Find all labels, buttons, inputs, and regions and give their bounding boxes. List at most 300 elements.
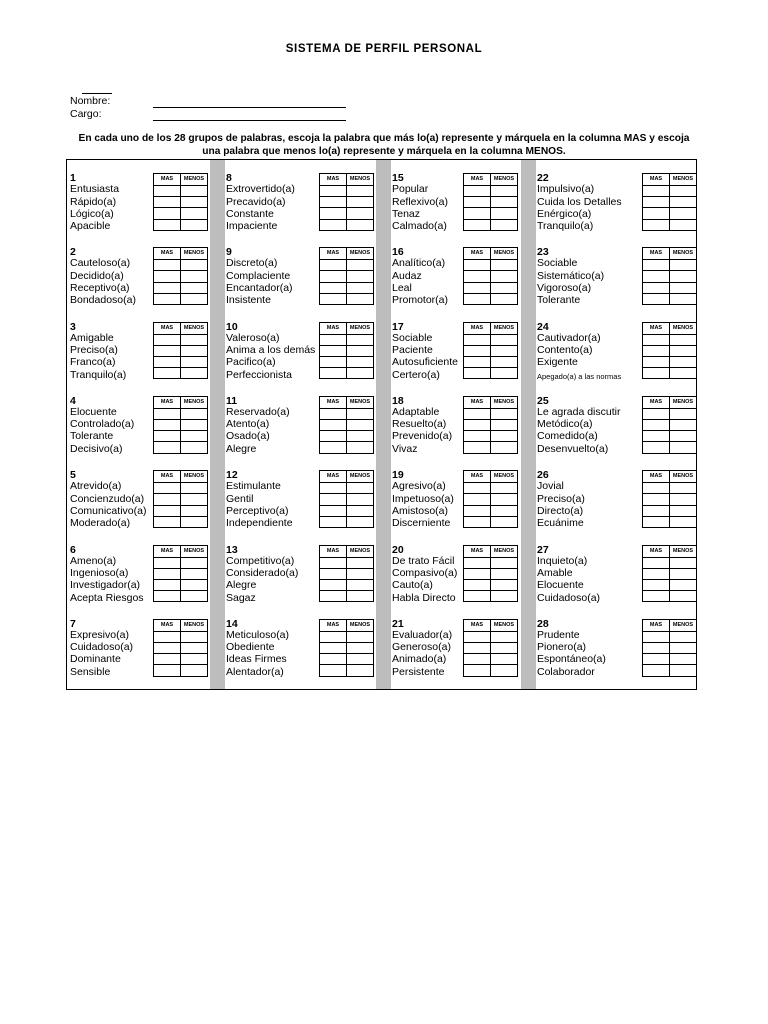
mas-checkbox[interactable] [320, 494, 347, 505]
menos-checkbox[interactable] [181, 654, 208, 665]
mas-checkbox[interactable] [154, 260, 181, 271]
menos-checkbox[interactable] [491, 483, 518, 494]
menos-checkbox[interactable] [491, 516, 518, 527]
mas-checkbox[interactable] [154, 442, 181, 453]
menos-checkbox[interactable] [347, 483, 374, 494]
mas-menos-table [463, 470, 518, 528]
mas-checkbox[interactable] [320, 408, 347, 419]
menos-checkbox[interactable] [491, 356, 518, 367]
menos-header: MENOS [491, 471, 518, 483]
mas-checkbox[interactable] [320, 282, 347, 293]
mas-checkbox[interactable] [320, 368, 347, 379]
menos-checkbox[interactable] [181, 282, 208, 293]
menos-header: MENOS [347, 619, 374, 631]
menos-header: MENOS [347, 396, 374, 408]
mas-checkbox[interactable] [643, 271, 670, 282]
mas-checkbox[interactable] [643, 408, 670, 419]
group-number: 11 [226, 394, 238, 407]
mas-checkbox[interactable] [643, 293, 670, 304]
menos-checkbox[interactable] [181, 408, 208, 419]
menos-checkbox[interactable] [181, 505, 208, 516]
mas-checkbox[interactable] [320, 219, 347, 230]
group-number: 25 [537, 394, 549, 407]
menos-checkbox[interactable] [670, 494, 697, 505]
menos-checkbox[interactable] [181, 420, 208, 431]
mas-checkbox[interactable] [320, 631, 347, 642]
menos-checkbox[interactable] [670, 568, 697, 579]
menos-checkbox[interactable] [347, 208, 374, 219]
word-group [533, 393, 698, 461]
word-group [388, 170, 553, 238]
mas-checkbox[interactable] [320, 505, 347, 516]
group-number: 1 [70, 172, 76, 184]
word-option: Analítico(a) [392, 257, 446, 270]
menos-checkbox[interactable] [181, 568, 208, 579]
mas-checkbox[interactable] [154, 665, 181, 676]
word-group [388, 244, 553, 312]
menos-checkbox[interactable] [670, 282, 697, 293]
menos-checkbox[interactable] [491, 557, 518, 568]
menos-checkbox[interactable] [181, 665, 208, 676]
mas-checkbox[interactable] [154, 197, 181, 208]
mas-checkbox[interactable] [464, 260, 491, 271]
cargo-field[interactable] [153, 120, 346, 121]
mas-checkbox[interactable] [154, 420, 181, 431]
mas-checkbox[interactable] [643, 368, 670, 379]
menos-checkbox[interactable] [347, 642, 374, 653]
mas-header: MAS [464, 545, 491, 557]
mas-header: MAS [320, 174, 347, 186]
menos-checkbox[interactable] [181, 579, 208, 590]
mas-header: MAS [320, 471, 347, 483]
menos-checkbox[interactable] [491, 408, 518, 419]
menos-header: MENOS [181, 248, 208, 260]
mas-checkbox[interactable] [643, 260, 670, 271]
menos-checkbox[interactable] [670, 408, 697, 419]
mas-checkbox[interactable] [154, 516, 181, 527]
instructions [60, 132, 708, 158]
menos-header: MENOS [670, 396, 697, 408]
mas-checkbox[interactable] [464, 483, 491, 494]
mas-checkbox[interactable] [320, 568, 347, 579]
mas-menos-table [319, 470, 374, 528]
mas-checkbox[interactable] [320, 345, 347, 356]
group-number: 2 [70, 246, 76, 259]
word-option: Habla Directo [392, 591, 456, 604]
menos-checkbox[interactable] [491, 293, 518, 304]
mas-checkbox[interactable] [464, 282, 491, 293]
mas-checkbox[interactable] [320, 642, 347, 653]
menos-checkbox[interactable] [181, 442, 208, 453]
menos-checkbox[interactable] [670, 293, 697, 304]
menos-checkbox[interactable] [347, 368, 374, 379]
mas-checkbox[interactable] [154, 557, 181, 568]
mas-checkbox[interactable] [643, 579, 670, 590]
mas-checkbox[interactable] [643, 654, 670, 665]
mas-checkbox[interactable] [464, 208, 491, 219]
word-option: Obediente [226, 641, 275, 654]
mas-checkbox[interactable] [464, 271, 491, 282]
menos-checkbox[interactable] [670, 631, 697, 642]
mas-checkbox[interactable] [643, 557, 670, 568]
mas-checkbox[interactable] [464, 591, 491, 602]
word-option: Preciso(a) [537, 492, 585, 505]
mas-checkbox[interactable] [154, 208, 181, 219]
menos-checkbox[interactable] [347, 345, 374, 356]
mas-checkbox[interactable] [464, 631, 491, 642]
menos-checkbox[interactable] [670, 368, 697, 379]
mas-checkbox[interactable] [320, 665, 347, 676]
menos-checkbox[interactable] [491, 654, 518, 665]
mas-checkbox[interactable] [464, 505, 491, 516]
mas-checkbox[interactable] [154, 483, 181, 494]
menos-checkbox[interactable] [670, 334, 697, 345]
menos-checkbox[interactable] [347, 219, 374, 230]
mas-checkbox[interactable] [464, 442, 491, 453]
menos-checkbox[interactable] [347, 431, 374, 442]
menos-checkbox[interactable] [181, 260, 208, 271]
mas-checkbox[interactable] [320, 186, 347, 197]
word-option: Ameno(a) [70, 554, 117, 567]
menos-checkbox[interactable] [181, 208, 208, 219]
mas-checkbox[interactable] [643, 420, 670, 431]
mas-checkbox[interactable] [643, 483, 670, 494]
menos-checkbox[interactable] [181, 591, 208, 602]
menos-checkbox[interactable] [491, 568, 518, 579]
menos-checkbox[interactable] [181, 642, 208, 653]
menos-checkbox[interactable] [181, 186, 208, 197]
mas-checkbox[interactable] [643, 505, 670, 516]
mas-checkbox[interactable] [464, 568, 491, 579]
mas-checkbox[interactable] [643, 219, 670, 230]
mas-menos-table [642, 470, 697, 528]
mas-checkbox[interactable] [320, 260, 347, 271]
mas-checkbox[interactable] [643, 334, 670, 345]
menos-checkbox[interactable] [670, 642, 697, 653]
menos-checkbox[interactable] [181, 293, 208, 304]
decorative-rule [82, 93, 112, 94]
mas-checkbox[interactable] [464, 654, 491, 665]
menos-checkbox[interactable] [670, 420, 697, 431]
mas-checkbox[interactable] [320, 334, 347, 345]
menos-checkbox[interactable] [181, 557, 208, 568]
mas-checkbox[interactable] [464, 186, 491, 197]
menos-checkbox[interactable] [347, 356, 374, 367]
mas-checkbox[interactable] [154, 293, 181, 304]
word-option: Bondadoso(a) [70, 294, 136, 307]
menos-checkbox[interactable] [670, 197, 697, 208]
mas-checkbox[interactable] [643, 591, 670, 602]
mas-checkbox[interactable] [464, 368, 491, 379]
mas-header: MAS [643, 322, 670, 334]
menos-checkbox[interactable] [491, 282, 518, 293]
menos-checkbox[interactable] [670, 483, 697, 494]
mas-checkbox[interactable] [643, 282, 670, 293]
mas-checkbox[interactable] [643, 431, 670, 442]
word-option: Complaciente [226, 269, 291, 282]
mas-menos-table [153, 396, 208, 454]
mas-checkbox[interactable] [464, 431, 491, 442]
word-group [388, 542, 553, 610]
menos-checkbox[interactable] [181, 356, 208, 367]
menos-checkbox[interactable] [670, 557, 697, 568]
mas-menos-table [642, 247, 697, 305]
menos-checkbox[interactable] [347, 505, 374, 516]
menos-checkbox[interactable] [491, 505, 518, 516]
menos-checkbox[interactable] [670, 186, 697, 197]
word-group [222, 244, 387, 312]
menos-checkbox[interactable] [181, 197, 208, 208]
menos-checkbox[interactable] [491, 219, 518, 230]
mas-checkbox[interactable] [154, 282, 181, 293]
menos-checkbox[interactable] [347, 408, 374, 419]
menos-header: MENOS [491, 396, 518, 408]
mas-menos-table [463, 173, 518, 231]
menos-checkbox[interactable] [670, 219, 697, 230]
menos-checkbox[interactable] [347, 665, 374, 676]
word-option: Cuida los Detalles [537, 195, 622, 208]
menos-checkbox[interactable] [491, 260, 518, 271]
mas-checkbox[interactable] [154, 642, 181, 653]
mas-checkbox[interactable] [320, 431, 347, 442]
mas-checkbox[interactable] [643, 442, 670, 453]
menos-checkbox[interactable] [347, 591, 374, 602]
mas-checkbox[interactable] [320, 557, 347, 568]
mas-checkbox[interactable] [154, 631, 181, 642]
mas-checkbox[interactable] [643, 345, 670, 356]
word-option: Investigador(a) [70, 579, 141, 591]
menos-checkbox[interactable] [670, 442, 697, 453]
word-option: Contento(a) [537, 344, 593, 357]
word-option: Amable [537, 567, 573, 579]
mas-checkbox[interactable] [154, 591, 181, 602]
menos-checkbox[interactable] [491, 345, 518, 356]
mas-checkbox[interactable] [320, 208, 347, 219]
group-number: 4 [70, 394, 76, 407]
word-option: Insistente [226, 294, 271, 307]
mas-checkbox[interactable] [464, 420, 491, 431]
mas-checkbox[interactable] [320, 654, 347, 665]
word-group [388, 319, 553, 387]
word-option: Dominante [70, 653, 121, 666]
menos-checkbox[interactable] [491, 271, 518, 282]
mas-menos-table [642, 173, 697, 231]
menos-checkbox[interactable] [670, 654, 697, 665]
menos-header: MENOS [491, 322, 518, 334]
menos-checkbox[interactable] [347, 271, 374, 282]
mas-header: MAS [320, 619, 347, 631]
group-number: 15 [392, 172, 404, 184]
mas-header: MAS [643, 174, 670, 186]
mas-checkbox[interactable] [464, 334, 491, 345]
menos-checkbox[interactable] [347, 494, 374, 505]
mas-checkbox[interactable] [643, 665, 670, 676]
word-option: Valeroso(a) [226, 331, 280, 344]
menos-checkbox[interactable] [347, 197, 374, 208]
menos-checkbox[interactable] [181, 494, 208, 505]
word-option: Audaz [392, 269, 422, 282]
mas-checkbox[interactable] [643, 208, 670, 219]
menos-checkbox[interactable] [347, 260, 374, 271]
menos-checkbox[interactable] [670, 260, 697, 271]
menos-checkbox[interactable] [670, 505, 697, 516]
menos-checkbox[interactable] [181, 516, 208, 527]
menos-checkbox[interactable] [491, 579, 518, 590]
mas-checkbox[interactable] [154, 654, 181, 665]
mas-checkbox[interactable] [154, 334, 181, 345]
mas-checkbox[interactable] [464, 197, 491, 208]
mas-menos-table [463, 322, 518, 380]
menos-checkbox[interactable] [347, 579, 374, 590]
mas-checkbox[interactable] [320, 197, 347, 208]
mas-checkbox[interactable] [464, 219, 491, 230]
menos-checkbox[interactable] [347, 293, 374, 304]
mas-checkbox[interactable] [320, 420, 347, 431]
menos-checkbox[interactable] [491, 334, 518, 345]
word-option: Comedido(a) [537, 430, 598, 443]
mas-checkbox[interactable] [154, 356, 181, 367]
mas-checkbox[interactable] [320, 516, 347, 527]
menos-checkbox[interactable] [181, 334, 208, 345]
mas-checkbox[interactable] [154, 505, 181, 516]
mas-checkbox[interactable] [464, 516, 491, 527]
menos-checkbox[interactable] [347, 186, 374, 197]
group-number: 23 [537, 246, 549, 259]
menos-checkbox[interactable] [347, 568, 374, 579]
word-option: Ecuánime [537, 517, 584, 530]
menos-checkbox[interactable] [491, 208, 518, 219]
mas-checkbox[interactable] [464, 345, 491, 356]
word-option: Vigoroso(a) [537, 281, 592, 294]
mas-menos-table [463, 545, 518, 603]
menos-checkbox[interactable] [347, 631, 374, 642]
mas-checkbox[interactable] [154, 186, 181, 197]
menos-checkbox[interactable] [181, 631, 208, 642]
word-option: Meticuloso(a) [226, 628, 290, 641]
menos-checkbox[interactable] [670, 356, 697, 367]
mas-checkbox[interactable] [464, 579, 491, 590]
mas-checkbox[interactable] [154, 219, 181, 230]
nombre-field[interactable] [153, 107, 346, 108]
menos-checkbox[interactable] [347, 442, 374, 453]
group-number: 9 [226, 246, 232, 259]
menos-checkbox[interactable] [347, 282, 374, 293]
menos-checkbox[interactable] [347, 654, 374, 665]
mas-checkbox[interactable] [643, 186, 670, 197]
menos-checkbox[interactable] [181, 483, 208, 494]
mas-checkbox[interactable] [464, 293, 491, 304]
mas-checkbox[interactable] [643, 631, 670, 642]
mas-checkbox[interactable] [464, 494, 491, 505]
menos-checkbox[interactable] [491, 665, 518, 676]
menos-checkbox[interactable] [491, 442, 518, 453]
menos-checkbox[interactable] [670, 665, 697, 676]
menos-checkbox[interactable] [491, 494, 518, 505]
word-option: Atento(a) [226, 418, 270, 431]
menos-checkbox[interactable] [670, 345, 697, 356]
menos-checkbox[interactable] [491, 591, 518, 602]
menos-checkbox[interactable] [347, 420, 374, 431]
nombre-label: Nombre: [70, 95, 111, 107]
menos-checkbox[interactable] [491, 431, 518, 442]
mas-checkbox[interactable] [154, 271, 181, 282]
menos-checkbox[interactable] [670, 591, 697, 602]
mas-header: MAS [464, 471, 491, 483]
menos-checkbox[interactable] [347, 334, 374, 345]
menos-checkbox[interactable] [491, 368, 518, 379]
menos-checkbox[interactable] [670, 208, 697, 219]
menos-checkbox[interactable] [181, 345, 208, 356]
menos-checkbox[interactable] [347, 557, 374, 568]
mas-checkbox[interactable] [464, 665, 491, 676]
word-option: Ideas Firmes [226, 653, 287, 666]
menos-checkbox[interactable] [491, 642, 518, 653]
menos-checkbox[interactable] [181, 368, 208, 379]
menos-checkbox[interactable] [181, 271, 208, 282]
group-number: 6 [70, 543, 76, 556]
mas-checkbox[interactable] [643, 516, 670, 527]
mas-checkbox[interactable] [320, 293, 347, 304]
menos-checkbox[interactable] [670, 431, 697, 442]
mas-checkbox[interactable] [154, 345, 181, 356]
mas-checkbox[interactable] [643, 494, 670, 505]
mas-checkbox[interactable] [154, 431, 181, 442]
menos-checkbox[interactable] [491, 420, 518, 431]
mas-menos-table [463, 619, 518, 677]
mas-checkbox[interactable] [643, 356, 670, 367]
mas-checkbox[interactable] [320, 356, 347, 367]
menos-checkbox[interactable] [670, 579, 697, 590]
mas-checkbox[interactable] [464, 408, 491, 419]
word-option: Evaluador(a) [392, 628, 453, 641]
mas-checkbox[interactable] [643, 642, 670, 653]
mas-checkbox[interactable] [154, 494, 181, 505]
mas-checkbox[interactable] [320, 579, 347, 590]
mas-checkbox[interactable] [464, 557, 491, 568]
mas-checkbox[interactable] [643, 568, 670, 579]
menos-checkbox[interactable] [181, 219, 208, 230]
mas-checkbox[interactable] [154, 408, 181, 419]
mas-checkbox[interactable] [154, 568, 181, 579]
mas-checkbox[interactable] [154, 579, 181, 590]
instructions-line-1: En cada uno de los 28 grupos de palabras, escoja la palabra que más lo(a) represente y márquela en la columna MAS y escoja [78, 133, 690, 144]
mas-checkbox[interactable] [320, 591, 347, 602]
mas-checkbox[interactable] [320, 271, 347, 282]
cargo-label: Cargo: [70, 108, 102, 120]
menos-checkbox[interactable] [347, 516, 374, 527]
mas-checkbox[interactable] [320, 442, 347, 453]
mas-checkbox[interactable] [320, 483, 347, 494]
menos-checkbox[interactable] [670, 271, 697, 282]
mas-menos-table [319, 173, 374, 231]
word-option: Jovial [537, 480, 564, 493]
menos-checkbox[interactable] [181, 431, 208, 442]
menos-checkbox[interactable] [491, 197, 518, 208]
mas-checkbox[interactable] [154, 368, 181, 379]
word-group [533, 319, 698, 387]
menos-header: MENOS [347, 471, 374, 483]
mas-checkbox[interactable] [643, 197, 670, 208]
menos-checkbox[interactable] [670, 516, 697, 527]
menos-header: MENOS [491, 545, 518, 557]
word-option: Desenvuelto(a) [537, 442, 609, 455]
word-option: Tranquilo(a) [70, 368, 127, 381]
mas-checkbox[interactable] [464, 642, 491, 653]
word-option: Certero(a) [392, 368, 440, 381]
mas-checkbox[interactable] [464, 356, 491, 367]
menos-checkbox[interactable] [491, 186, 518, 197]
menos-checkbox[interactable] [491, 631, 518, 642]
